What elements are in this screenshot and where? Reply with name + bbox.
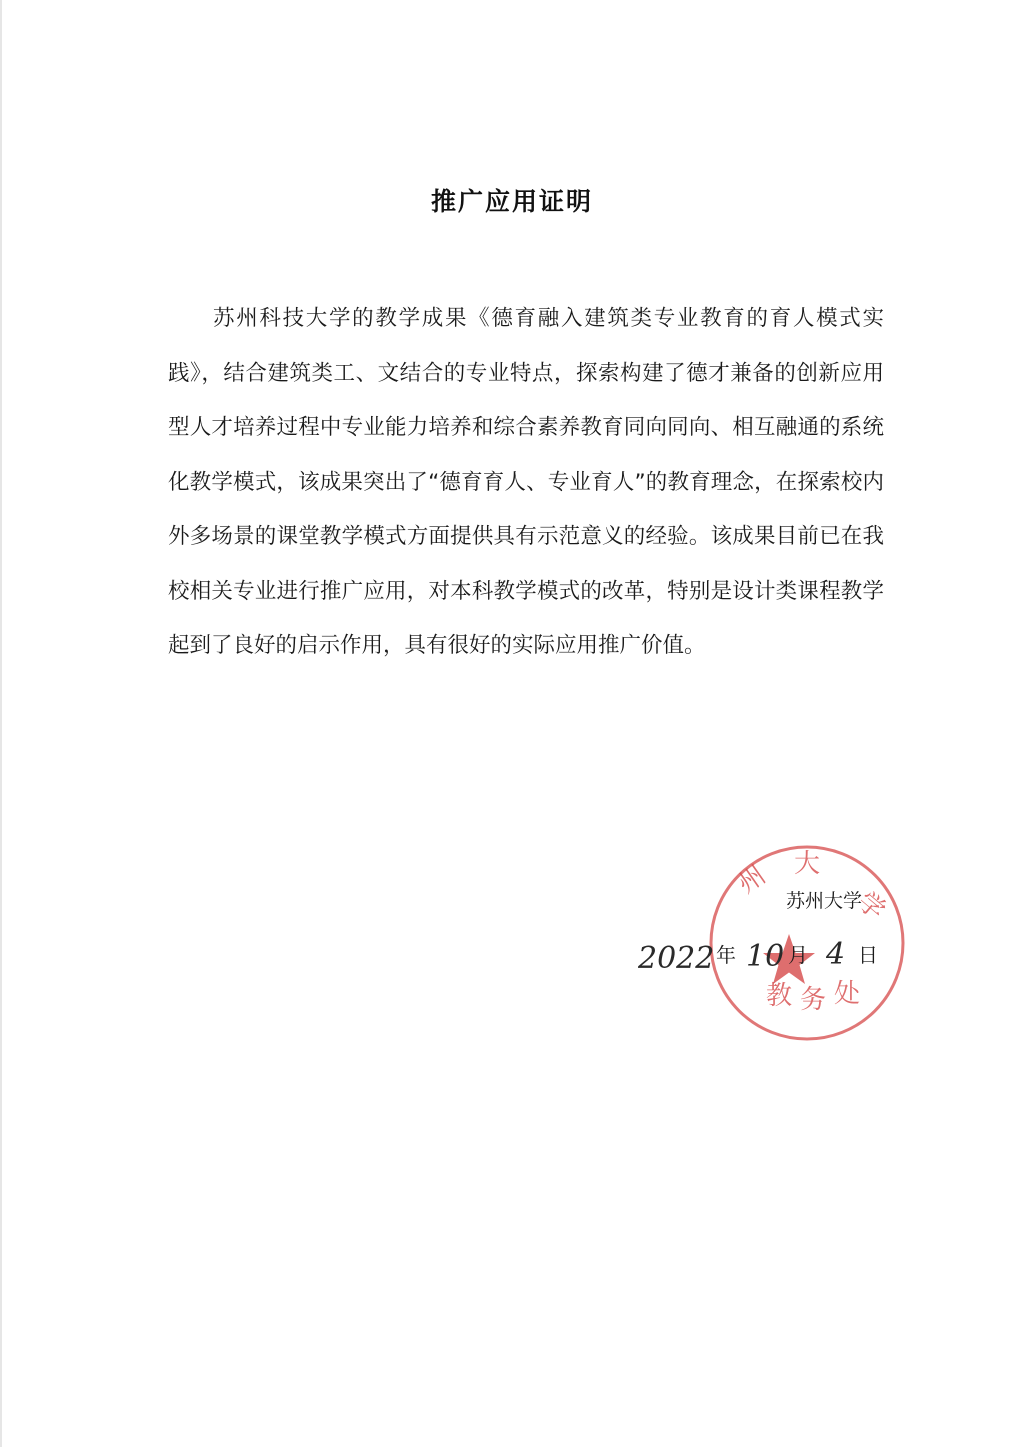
- signing-organization: 苏州大学: [786, 890, 863, 912]
- seal-char-bottom-3: 处: [834, 979, 861, 1009]
- seal-char-bottom-1: 教: [766, 981, 793, 1011]
- document-body: 苏州科技大学的教学成果《德育融入建筑类专业教育的育人模式实践》，结合建筑类工、文结合的专业特点，探索构建了德才兼备的创新应用型人才培养过程中专业能力培养和综合素养教育同向同向、相互融通的系统化教学模式，该成果突出了“德育育人、专业育人”的教育理念，在探索校内外多场景的课堂教学模式方面提供具有示范意义的经验。该成果目前已在我校相关专业进行推广应用，对本科教学模式的改革，特别是设计类课程教学起到了良好的启示作用，具有很好的实际应用推广价值。: [168, 306, 884, 658]
- signing-date: [638, 930, 888, 980]
- seal-char-bottom-2: 务: [800, 985, 827, 1015]
- date-day: 4: [826, 937, 846, 972]
- date-month: 10: [746, 939, 785, 974]
- date-day-char: 日: [858, 943, 878, 967]
- date-year-char: 年: [716, 943, 736, 967]
- seal-char-top-1: 州: [732, 860, 772, 900]
- document-title: 推广应用证明: [430, 187, 593, 216]
- seal-char-top-3: 学: [851, 886, 891, 927]
- seal-char-top-2: 大: [794, 849, 821, 879]
- date-month-char: 月: [788, 943, 808, 967]
- date-year: 2022: [638, 941, 715, 976]
